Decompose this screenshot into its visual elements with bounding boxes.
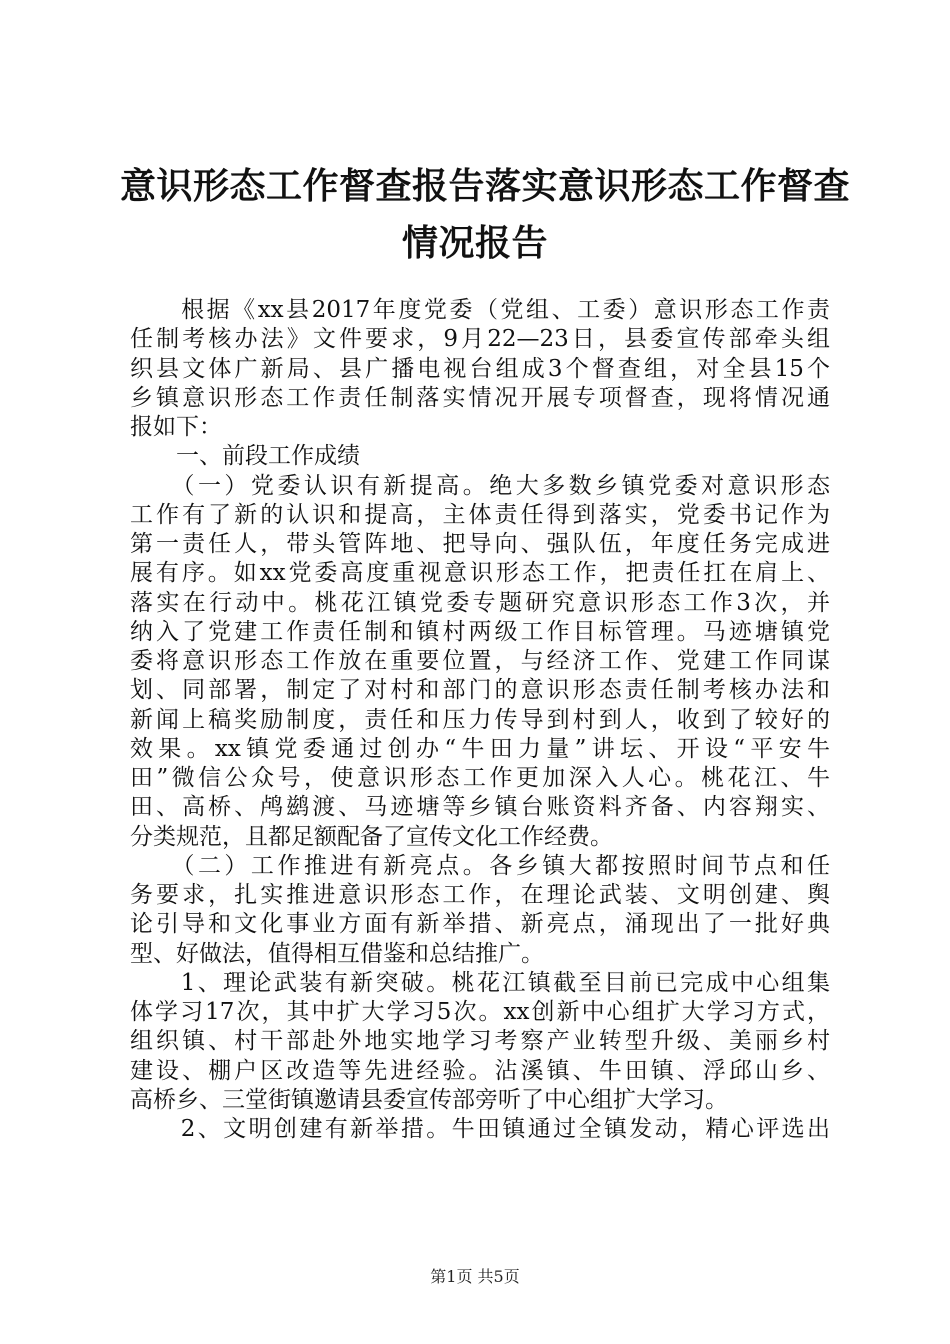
body-line: 务要求，扎实推进意识形态工作，在理论武装、文明创建、舆	[130, 882, 830, 908]
body-line: 划、同部署，制定了对村和部门的意识形态责任制考核办法和	[130, 677, 830, 704]
document-title-line-2: 情况报告	[401, 222, 548, 264]
document-title-line-1: 意识形态工作督查报告落实意识形态工作督查	[120, 165, 851, 207]
body-line: 织县文体广新局、县广播电视台组成3个督查组，对全县15个	[130, 355, 830, 382]
body-line: 分类规范，且都足额配备了宣传文化工作经费。	[130, 823, 613, 850]
body-line: 报如下：	[130, 414, 222, 440]
body-line: （二）工作推进有新亮点。各乡镇大都按照时间节点和任	[130, 852, 830, 879]
body-line: 田、高桥、鸬鹚渡、马迹塘等乡镇台账资料齐备、内容翔实、	[130, 794, 830, 821]
body-line: 纳入了党建工作责任制和镇村两级工作目标管理。马迹塘镇党	[130, 618, 830, 645]
body-line: 体学习17次，其中扩大学习5次。xx创新中心组扩大学习方式，	[130, 999, 830, 1025]
body-line: 乡镇意识形态工作责任制落实情况开展专项督查，现将情况通	[130, 384, 830, 411]
body-line: 任制考核办法》文件要求，9月22—23日，县委宣传部牵头组	[130, 326, 830, 353]
body-line: 工作有了新的认识和提高，主体责任得到落实，党委书记作为	[130, 501, 830, 528]
body-line: 组织镇、村干部赴外地实地学习考察产业转型升级、美丽乡村	[130, 1028, 830, 1055]
body-line: 根据《xx县2017年度党委（党组、工委）意识形态工作责	[130, 297, 830, 323]
body-line: （一）党委认识有新提高。绝大多数乡镇党委对意识形态	[130, 472, 830, 499]
body-line: 田”微信公众号，使意识形态工作更加深入人心。桃花江、牛	[130, 765, 830, 791]
body-line: 展有序。如xx党委高度重视意识形态工作，把责任扛在肩上、	[130, 560, 830, 587]
body-line: 第一责任人，带头管阵地、把导向、强队伍，年度任务完成进	[130, 531, 830, 557]
body-line: 落实在行动中。桃花江镇党委专题研究意识形态工作3次，并	[130, 589, 830, 616]
body-line: 建设、棚户区改造等先进经验。沾溪镇、牛田镇、浮邱山乡、	[130, 1057, 830, 1084]
section-heading: 一、前段工作成绩	[130, 443, 360, 470]
page-number-footer: 第1页 共5页	[430, 1267, 520, 1286]
document-body	[130, 296, 830, 1144]
body-line: 2、文明创建有新举措。牛田镇通过全镇发动，精心评选出	[130, 1116, 830, 1142]
body-line: 委将意识形态工作放在重要位置，与经济工作、党建工作同谋	[130, 648, 830, 674]
body-line: 1、理论武装有新突破。桃花江镇截至目前已完成中心组集	[130, 969, 830, 996]
body-line: 论引导和文化事业方面有新举措、新亮点，涌现出了一批好典	[130, 911, 830, 938]
body-line: 高桥乡、三堂街镇邀请县委宣传部旁听了中心组扩大学习。	[130, 1086, 728, 1113]
body-line: 效果。xx镇党委通过创办“牛田力量”讲坛、开设“平安牛	[130, 735, 830, 762]
body-line: 型、好做法，值得相互借鉴和总结推广。	[130, 940, 544, 967]
body-line: 新闻上稿奖励制度，责任和压力传导到村到人，收到了较好的	[130, 706, 830, 733]
